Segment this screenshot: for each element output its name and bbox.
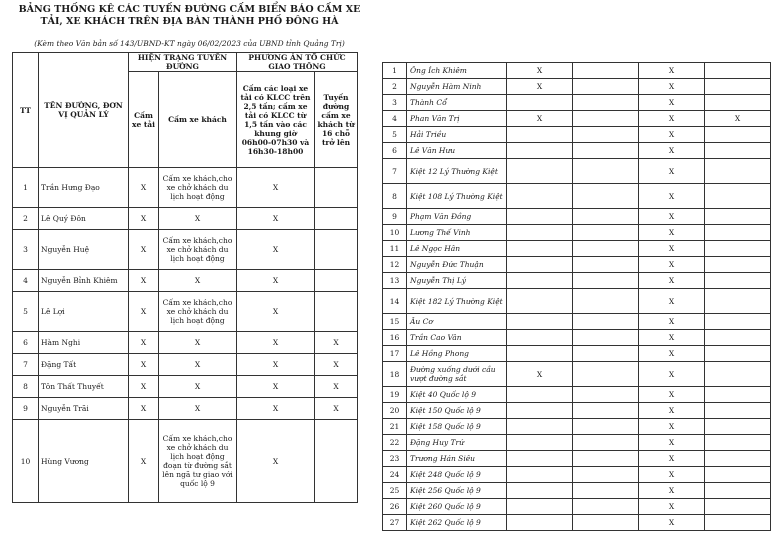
road-name: Đặng Tất — [39, 354, 129, 376]
plan-truck-cell: X — [237, 270, 315, 292]
row-number: 10 — [13, 420, 39, 503]
plan-bus-cell — [705, 273, 771, 289]
plan-bus-cell — [705, 127, 771, 143]
road-name: Kiệt 248 Quốc lộ 9 — [407, 467, 507, 483]
plan-truck-cell: X — [639, 515, 705, 531]
road-name: Âu Cơ — [407, 314, 507, 330]
ban-truck-cell — [507, 387, 573, 403]
row-number: 1 — [383, 63, 407, 79]
ban-passenger-cell: X — [159, 376, 237, 398]
table-row — [13, 292, 358, 332]
table-row — [383, 419, 771, 435]
road-name: Đặng Huy Trứ — [407, 435, 507, 451]
row-number: 4 — [383, 111, 407, 127]
plan-bus-cell — [705, 467, 771, 483]
document-title: BẢNG THỐNG KÊ CÁC TUYẾN ĐƯỜNG CẤM BIỂN BÁO CẤM XE TẢI, XE KHÁCH TRÊN ĐỊA BÀN THÀNH PHỐ ĐÔNG HÀ — [18, 4, 361, 27]
road-name: Kiệt 256 Quốc lộ 9 — [407, 483, 507, 499]
ban-passenger-cell — [573, 330, 639, 346]
table-row — [383, 63, 771, 79]
ban-truck-cell — [507, 143, 573, 159]
plan-bus-cell — [315, 270, 358, 292]
row-number: 21 — [383, 419, 407, 435]
table-row — [13, 354, 358, 376]
road-name: Lê Văn Hưu — [407, 143, 507, 159]
road-name: Trần Cao Vân — [407, 330, 507, 346]
ban-passenger-cell — [573, 289, 639, 314]
table-row — [383, 330, 771, 346]
row-number: 16 — [383, 330, 407, 346]
right-table — [382, 62, 771, 531]
plan-truck-cell: X — [237, 168, 315, 208]
ban-truck-cell: X — [129, 230, 159, 270]
table-row — [383, 346, 771, 362]
plan-bus-cell — [705, 483, 771, 499]
plan-truck-cell: X — [237, 354, 315, 376]
ban-truck-cell — [507, 403, 573, 419]
plan-bus-cell — [705, 362, 771, 387]
plan-bus-cell — [705, 314, 771, 330]
ban-passenger-cell — [573, 143, 639, 159]
table-row — [383, 314, 771, 330]
ban-passenger-cell — [573, 225, 639, 241]
header-name: TÊN ĐƯỜNG, ĐƠN VỊ QUẢN LÝ — [39, 53, 129, 168]
ban-passenger-cell — [573, 127, 639, 143]
plan-bus-cell — [705, 159, 771, 184]
row-number: 3 — [383, 95, 407, 111]
plan-truck-cell: X — [237, 332, 315, 354]
row-number: 23 — [383, 451, 407, 467]
table-row — [383, 387, 771, 403]
ban-passenger-cell — [573, 241, 639, 257]
ban-passenger-cell — [573, 184, 639, 209]
ban-truck-cell — [507, 241, 573, 257]
ban-truck-cell: X — [507, 111, 573, 127]
table-row — [13, 332, 358, 354]
plan-bus-cell — [705, 435, 771, 451]
road-name: Hùng Vương — [39, 420, 129, 503]
road-name: Nguyễn Đức Thuận — [407, 257, 507, 273]
table-row — [383, 127, 771, 143]
document-subtitle: (Kèm theo Văn bản số 143/UBND-KT ngày 06/02/2023 của UBND tỉnh Quảng Trị) — [34, 39, 345, 48]
road-name: Hàm Nghi — [39, 332, 129, 354]
plan-truck-cell: X — [639, 127, 705, 143]
row-number: 6 — [13, 332, 39, 354]
plan-truck-cell: X — [237, 292, 315, 332]
plan-truck-cell: X — [639, 467, 705, 483]
ban-passenger-cell — [573, 209, 639, 225]
table-row — [383, 289, 771, 314]
ban-truck-cell: X — [507, 362, 573, 387]
table-row — [383, 241, 771, 257]
road-name: Kiệt 40 Quốc lộ 9 — [407, 387, 507, 403]
ban-passenger-cell: X — [159, 354, 237, 376]
row-number: 13 — [383, 273, 407, 289]
row-number: 15 — [383, 314, 407, 330]
road-name: Kiệt 262 Quốc lộ 9 — [407, 515, 507, 531]
plan-bus-cell — [705, 225, 771, 241]
table-row — [383, 209, 771, 225]
plan-truck-cell: X — [639, 257, 705, 273]
ban-passenger-cell — [573, 111, 639, 127]
ban-truck-cell: X — [129, 270, 159, 292]
table-row — [383, 499, 771, 515]
plan-truck-cell: X — [639, 184, 705, 209]
row-number: 17 — [383, 346, 407, 362]
row-number: 5 — [13, 292, 39, 332]
ban-passenger-cell: Cấm xe khách,cho xe chở khách du lịch hoạt động đoạn từ đường sắt lên ngã tư giao với quốc lộ 9 — [159, 420, 237, 503]
ban-passenger-cell — [573, 257, 639, 273]
ban-truck-cell — [507, 499, 573, 515]
table-row — [13, 398, 358, 420]
plan-bus-cell — [705, 330, 771, 346]
ban-passenger-cell — [573, 346, 639, 362]
table-row — [383, 159, 771, 184]
road-name: Nguyễn Huệ — [39, 230, 129, 270]
ban-passenger-cell — [573, 499, 639, 515]
row-number: 9 — [13, 398, 39, 420]
plan-bus-cell: X — [705, 111, 771, 127]
ban-truck-cell — [507, 257, 573, 273]
table-row — [13, 376, 358, 398]
ban-truck-cell: X — [507, 63, 573, 79]
plan-truck-cell: X — [237, 208, 315, 230]
row-number: 18 — [383, 362, 407, 387]
plan-truck-cell: X — [237, 230, 315, 270]
plan-bus-cell — [315, 208, 358, 230]
table-row — [383, 225, 771, 241]
plan-bus-cell — [705, 95, 771, 111]
row-number: 9 — [383, 209, 407, 225]
row-number: 10 — [383, 225, 407, 241]
table-row — [383, 257, 771, 273]
row-number: 25 — [383, 483, 407, 499]
road-name: Lê Ngọc Hân — [407, 241, 507, 257]
row-number: 5 — [383, 127, 407, 143]
plan-bus-cell — [705, 387, 771, 403]
row-number: 11 — [383, 241, 407, 257]
header-group-plan: PHƯƠNG ÁN TỔ CHỨC GIAO THÔNG — [237, 53, 358, 72]
plan-bus-cell — [705, 63, 771, 79]
row-number: 7 — [383, 159, 407, 184]
road-name: Phạm Văn Đồng — [407, 209, 507, 225]
plan-truck-cell: X — [639, 159, 705, 184]
plan-bus-cell: X — [315, 398, 358, 420]
ban-truck-cell: X — [129, 398, 159, 420]
road-name: Thành Cổ — [407, 95, 507, 111]
left-table — [12, 52, 358, 503]
plan-truck-cell: X — [639, 241, 705, 257]
table-row — [383, 79, 771, 95]
road-name: Lê Quý Đôn — [39, 208, 129, 230]
road-name: Nguyễn Bỉnh Khiêm — [39, 270, 129, 292]
ban-passenger-cell — [573, 362, 639, 387]
plan-truck-cell: X — [639, 95, 705, 111]
table-row — [383, 403, 771, 419]
plan-truck-cell: X — [639, 499, 705, 515]
row-number: 2 — [383, 79, 407, 95]
plan-bus-cell — [705, 241, 771, 257]
plan-truck-cell: X — [639, 273, 705, 289]
road-name: Nguyễn Thị Lý — [407, 273, 507, 289]
ban-truck-cell: X — [129, 376, 159, 398]
row-number: 8 — [383, 184, 407, 209]
road-name: Kiệt 108 Lý Thường Kiệt — [407, 184, 507, 209]
plan-truck-cell: X — [639, 362, 705, 387]
road-name: Trương Hán Siêu — [407, 451, 507, 467]
road-name: Tôn Thất Thuyết — [39, 376, 129, 398]
road-name: Lương Thế Vinh — [407, 225, 507, 241]
plan-truck-cell: X — [639, 79, 705, 95]
row-number: 1 — [13, 168, 39, 208]
ban-truck-cell — [507, 346, 573, 362]
plan-truck-cell: X — [639, 289, 705, 314]
plan-truck-cell: X — [639, 451, 705, 467]
ban-truck-cell: X — [129, 354, 159, 376]
plan-truck-cell: X — [639, 209, 705, 225]
plan-bus-cell — [705, 499, 771, 515]
ban-passenger-cell: X — [159, 332, 237, 354]
plan-bus-cell — [705, 184, 771, 209]
ban-passenger-cell: X — [159, 208, 237, 230]
ban-passenger-cell: Cấm xe khách,cho xe chở khách du lịch hoạt động — [159, 292, 237, 332]
ban-truck-cell — [507, 330, 573, 346]
road-name: Phan Văn Trị — [407, 111, 507, 127]
ban-passenger-cell: X — [159, 398, 237, 420]
ban-truck-cell — [507, 483, 573, 499]
plan-bus-cell — [705, 419, 771, 435]
ban-truck-cell: X — [129, 292, 159, 332]
header-ban-passenger: Cấm xe khách — [159, 72, 237, 168]
road-name: Hải Triều — [407, 127, 507, 143]
table-row — [383, 451, 771, 467]
row-number: 4 — [13, 270, 39, 292]
plan-truck-cell: X — [639, 111, 705, 127]
ban-passenger-cell — [573, 159, 639, 184]
row-number: 8 — [13, 376, 39, 398]
ban-truck-cell: X — [129, 208, 159, 230]
header-plan-bus: Tuyến đường cấm xe khách từ 16 chỗ trở lên — [315, 72, 358, 168]
ban-passenger-cell — [573, 483, 639, 499]
road-name: Ông Ích Khiêm — [407, 63, 507, 79]
ban-truck-cell — [507, 435, 573, 451]
ban-passenger-cell — [573, 63, 639, 79]
ban-truck-cell — [507, 184, 573, 209]
row-number: 3 — [13, 230, 39, 270]
plan-bus-cell — [705, 289, 771, 314]
table-row — [13, 420, 358, 503]
header-group-current: HIỆN TRẠNG TUYẾN ĐƯỜNG — [129, 53, 237, 72]
plan-truck-cell: X — [639, 330, 705, 346]
ban-passenger-cell — [573, 467, 639, 483]
road-name: Lê Hồng Phong — [407, 346, 507, 362]
header-ban-truck: Cấm xe tải — [129, 72, 159, 168]
ban-truck-cell: X — [507, 79, 573, 95]
plan-bus-cell — [315, 292, 358, 332]
ban-passenger-cell — [573, 451, 639, 467]
plan-bus-cell — [315, 230, 358, 270]
table-row — [383, 111, 771, 127]
ban-passenger-cell: Cấm xe khách,cho xe chở khách du lịch hoạt động — [159, 230, 237, 270]
ban-truck-cell — [507, 273, 573, 289]
table-row — [383, 95, 771, 111]
ban-truck-cell — [507, 127, 573, 143]
table-row — [383, 143, 771, 159]
ban-passenger-cell — [573, 273, 639, 289]
row-number: 14 — [383, 289, 407, 314]
ban-truck-cell — [507, 419, 573, 435]
row-number: 27 — [383, 515, 407, 531]
ban-passenger-cell — [573, 419, 639, 435]
plan-truck-cell: X — [639, 314, 705, 330]
ban-passenger-cell: Cấm xe khách,cho xe chở khách du lịch hoạt động — [159, 168, 237, 208]
header-plan-truck: Cấm các loại xe tải có KLCC trên 2,5 tấn; cấm xe tải có KLCC từ 1,5 tấn vào các khung giờ 06h00-07h30 và 16h30-18h00 — [237, 72, 315, 168]
ban-passenger-cell — [573, 435, 639, 451]
plan-bus-cell: X — [315, 376, 358, 398]
table-row — [383, 467, 771, 483]
row-number: 24 — [383, 467, 407, 483]
road-name: Lê Lợi — [39, 292, 129, 332]
ban-truck-cell — [507, 314, 573, 330]
plan-truck-cell: X — [639, 403, 705, 419]
ban-truck-cell: X — [129, 332, 159, 354]
plan-bus-cell — [705, 209, 771, 225]
ban-truck-cell: X — [129, 420, 159, 503]
ban-truck-cell: X — [129, 168, 159, 208]
road-name: Kiệt 182 Lý Thường Kiệt — [407, 289, 507, 314]
plan-truck-cell: X — [639, 346, 705, 362]
road-name: Kiệt 150 Quốc lộ 9 — [407, 403, 507, 419]
table-row — [383, 435, 771, 451]
plan-bus-cell — [705, 346, 771, 362]
plan-truck-cell: X — [639, 419, 705, 435]
road-name: Kiệt 158 Quốc lộ 9 — [407, 419, 507, 435]
ban-truck-cell — [507, 159, 573, 184]
plan-truck-cell: X — [639, 435, 705, 451]
road-name: Nguyễn Trãi — [39, 398, 129, 420]
ban-truck-cell — [507, 289, 573, 314]
ban-passenger-cell — [573, 314, 639, 330]
ban-truck-cell — [507, 209, 573, 225]
plan-bus-cell — [705, 451, 771, 467]
ban-passenger-cell — [573, 95, 639, 111]
table-row — [383, 362, 771, 387]
table-row — [13, 168, 358, 208]
ban-passenger-cell — [573, 403, 639, 419]
table-row — [13, 208, 358, 230]
plan-bus-cell — [315, 420, 358, 503]
plan-bus-cell — [705, 257, 771, 273]
plan-truck-cell: X — [639, 143, 705, 159]
plan-bus-cell — [705, 515, 771, 531]
ban-passenger-cell — [573, 515, 639, 531]
plan-truck-cell: X — [237, 420, 315, 503]
ban-truck-cell — [507, 225, 573, 241]
row-number: 2 — [13, 208, 39, 230]
plan-bus-cell — [705, 403, 771, 419]
table-row — [383, 483, 771, 499]
road-name: Kiệt 12 Lý Thường Kiệt — [407, 159, 507, 184]
table-row — [383, 515, 771, 531]
road-name: Trần Hưng Đạo — [39, 168, 129, 208]
plan-bus-cell — [315, 168, 358, 208]
road-name: Nguyễn Hàm Ninh — [407, 79, 507, 95]
row-number: 20 — [383, 403, 407, 419]
plan-bus-cell — [705, 143, 771, 159]
plan-bus-cell: X — [315, 354, 358, 376]
row-number: 12 — [383, 257, 407, 273]
plan-truck-cell: X — [237, 376, 315, 398]
plan-bus-cell: X — [315, 332, 358, 354]
ban-passenger-cell: X — [159, 270, 237, 292]
table-row — [13, 230, 358, 270]
ban-truck-cell — [507, 515, 573, 531]
road-name: Kiệt 260 Quốc lộ 9 — [407, 499, 507, 515]
plan-truck-cell: X — [639, 63, 705, 79]
ban-truck-cell — [507, 451, 573, 467]
plan-truck-cell: X — [639, 483, 705, 499]
table-row — [383, 273, 771, 289]
row-number: 7 — [13, 354, 39, 376]
ban-passenger-cell — [573, 79, 639, 95]
ban-truck-cell — [507, 467, 573, 483]
row-number: 19 — [383, 387, 407, 403]
plan-truck-cell: X — [237, 398, 315, 420]
ban-truck-cell — [507, 95, 573, 111]
row-number: 26 — [383, 499, 407, 515]
row-number: 6 — [383, 143, 407, 159]
road-name: Đường xuống dưới cầu vượt đường sắt — [407, 362, 507, 387]
table-row — [383, 184, 771, 209]
ban-passenger-cell — [573, 387, 639, 403]
plan-truck-cell: X — [639, 387, 705, 403]
row-number: 22 — [383, 435, 407, 451]
plan-bus-cell — [705, 79, 771, 95]
header-tt: TT — [13, 53, 39, 168]
plan-truck-cell: X — [639, 225, 705, 241]
table-row — [13, 270, 358, 292]
